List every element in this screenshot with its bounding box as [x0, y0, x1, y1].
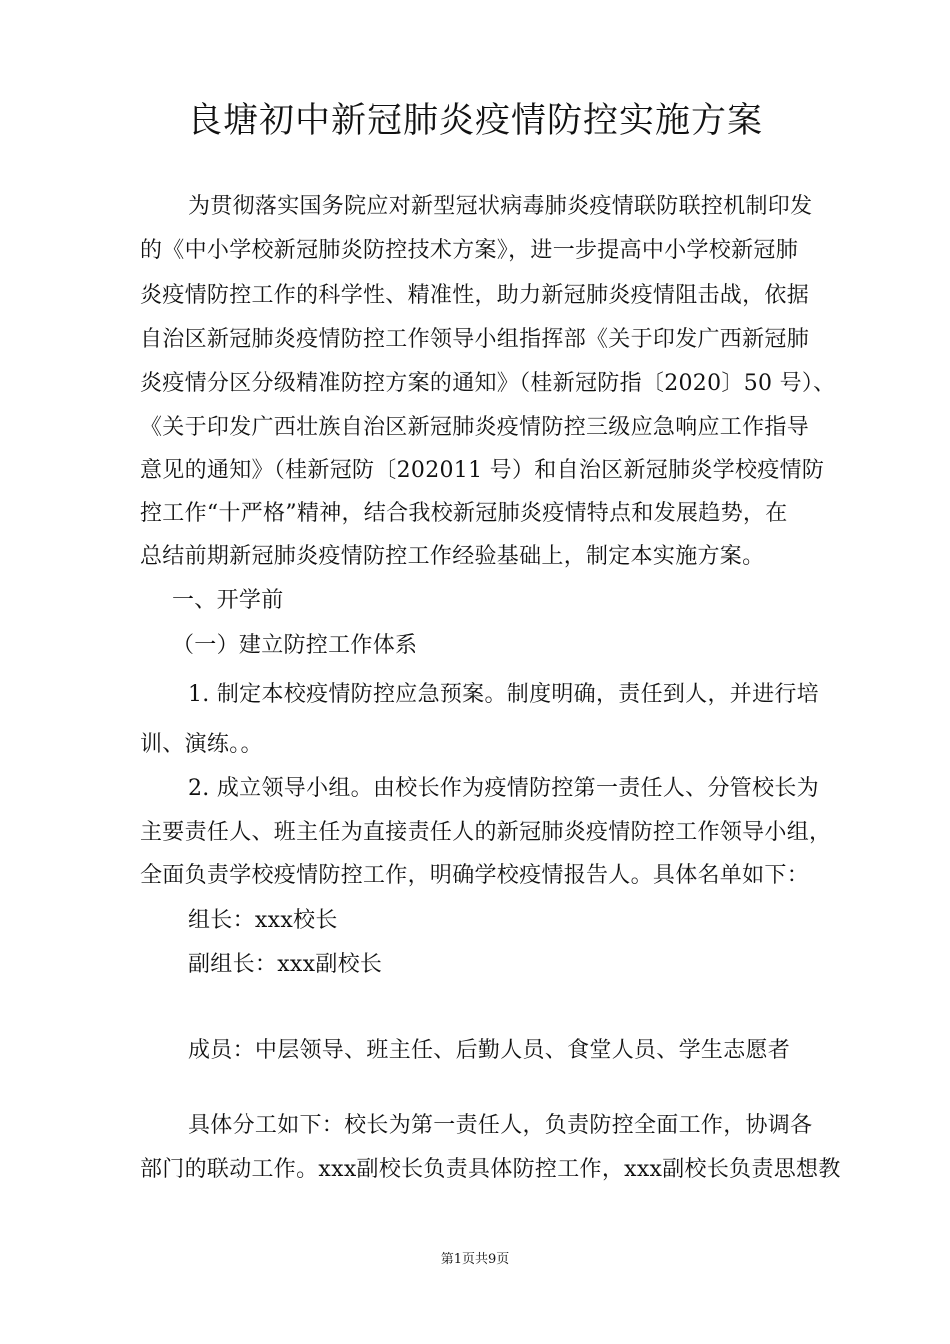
paragraph-line: 部门的联动工作。xxx副校长负责具体防控工作，xxx副校长负责思想教 — [140, 1157, 841, 1182]
paragraph-line: 全面负责学校疫情防控工作，明确学校疫情报告人。具体名单如下： — [140, 863, 810, 888]
paragraph-line: 炎疫情分区分级精准防控方案的通知》（桂新冠防指〔2020〕50 号）、 — [140, 371, 836, 396]
paragraph-line: 为贯彻落实国务院应对新型冠状病毒肺炎疫情联防联控机制印发 — [188, 194, 813, 219]
paragraph-line: 自治区新冠肺炎疫情防控工作领导小组指挥部《关于印发广西新冠肺 — [140, 327, 810, 352]
paragraph-line: 意见的通知》（桂新冠防〔202011 号）和自治区新冠肺炎学校疫情防 — [140, 458, 825, 483]
paragraph-line: 训、演练。。 — [140, 732, 263, 757]
team-leader-line: 组长：xxx校长 — [188, 908, 338, 933]
paragraph-line: 主要责任人、班主任为直接责任人的新冠肺炎疫情防控工作领导小组， — [140, 820, 832, 845]
paragraph-line: 炎疫情防控工作的科学性、精准性，助力新冠肺炎疫情阻击战，依据 — [140, 283, 810, 308]
team-deputy-line: 副组长：xxx副校长 — [188, 952, 383, 977]
team-members-line: 成员：中层领导、班主任、后勤人员、食堂人员、学生志愿者 — [188, 1038, 791, 1063]
paragraph-line: 的《中小学校新冠肺炎防控技术方案》，进一步提高中小学校新冠肺 — [140, 238, 799, 263]
document-title: 良塘初中新冠肺炎疫情防控实施方案 — [186, 101, 763, 141]
paragraph-line: 具体分工如下：校长为第一责任人，负责防控全面工作，协调各 — [188, 1113, 813, 1138]
paragraph-line: 《关于印发广西壮族自治区新冠肺炎疫情防控三级应急响应工作指导 — [140, 415, 810, 440]
section-heading: 一、开学前 — [172, 588, 284, 613]
paragraph-line: 总结前期新冠肺炎疫情防控工作经验基础上，制定本实施方案。 — [140, 544, 765, 569]
subsection-heading: （一）建立防控工作体系 — [172, 633, 418, 658]
paragraph-line: 1. 制定本校疫情防控应急预案。制度明确，责任到人，并进行培 — [188, 682, 819, 707]
paragraph-line: 控工作“十严格”精神，结合我校新冠肺炎疫情特点和发展趋势，在 — [140, 501, 788, 526]
page-footer: 第1页共9页 — [440, 1252, 510, 1267]
paragraph-line: 2. 成立领导小组。由校长作为疫情防控第一责任人、分管校长为 — [188, 776, 819, 801]
